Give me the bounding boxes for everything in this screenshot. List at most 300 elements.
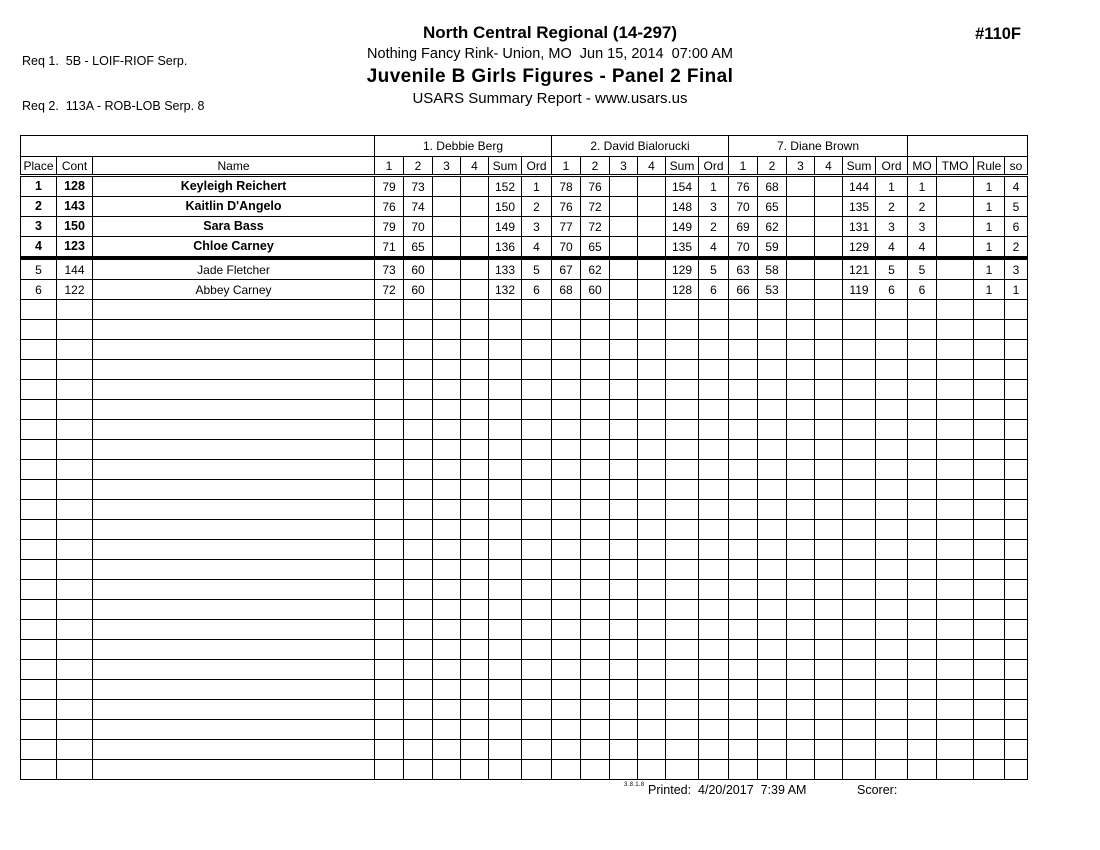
empty-cell [57,660,93,680]
score-cell [610,237,638,259]
empty-cell [843,340,876,360]
empty-cell [404,620,433,640]
empty-row [21,460,1028,480]
score-cell [638,280,666,300]
empty-cell [974,420,1005,440]
spacer-cell [908,136,1028,157]
empty-cell [375,400,404,420]
empty-cell [666,520,699,540]
empty-cell [787,420,815,440]
empty-cell [638,540,666,560]
empty-row [21,680,1028,700]
empty-cell [57,480,93,500]
empty-cell [581,660,610,680]
empty-cell [815,720,843,740]
empty-cell [610,500,638,520]
empty-cell [610,340,638,360]
tmo-cell [937,237,974,259]
empty-cell [908,600,937,620]
empty-cell [57,380,93,400]
empty-cell [21,460,57,480]
score-cell [461,217,489,237]
empty-cell [21,480,57,500]
empty-cell [610,680,638,700]
header-judge1-3: 3 [433,157,461,176]
empty-cell [21,700,57,720]
empty-cell [57,760,93,780]
empty-cell [638,400,666,420]
empty-cell [974,480,1005,500]
score-cell: 78 [552,176,581,197]
empty-cell [1005,600,1028,620]
empty-cell [552,320,581,340]
empty-cell [461,600,489,620]
empty-cell [937,480,974,500]
empty-cell [937,740,974,760]
empty-cell [937,760,974,780]
empty-cell [610,520,638,540]
empty-cell [461,640,489,660]
empty-cell [489,660,522,680]
empty-cell [57,340,93,360]
empty-cell [843,620,876,640]
empty-cell [489,580,522,600]
empty-cell [21,680,57,700]
empty-cell [433,400,461,420]
empty-cell [93,720,375,740]
ord-cell [699,700,729,720]
ord-cell [876,580,908,600]
empty-cell [57,400,93,420]
empty-cell [758,620,787,640]
empty-cell [937,320,974,340]
empty-cell [758,300,787,320]
empty-cell [93,480,375,500]
sum-cell: 136 [489,237,522,259]
empty-cell [815,340,843,360]
score-cell: 72 [581,197,610,217]
score-cell: 53 [758,280,787,300]
empty-cell [937,460,974,480]
score-cell [638,217,666,237]
empty-cell [638,660,666,680]
empty-cell [638,460,666,480]
empty-cell [787,640,815,660]
empty-cell [666,740,699,760]
sum-cell: 148 [666,197,699,217]
score-cell: 70 [729,197,758,217]
empty-cell [461,760,489,780]
empty-cell [815,660,843,680]
empty-cell [729,420,758,440]
empty-cell [57,740,93,760]
empty-cell [57,600,93,620]
empty-cell [489,500,522,520]
ord-cell [876,500,908,520]
empty-cell [974,440,1005,460]
rule-cell: 1 [974,197,1005,217]
empty-cell [93,660,375,680]
empty-cell [433,520,461,540]
empty-cell [404,340,433,360]
tmo-cell [937,280,974,300]
ord-cell: 3 [699,197,729,217]
empty-cell [974,620,1005,640]
empty-cell [908,760,937,780]
ord-cell [699,660,729,680]
empty-cell [610,300,638,320]
empty-cell [552,540,581,560]
empty-cell [57,300,93,320]
ord-cell [699,600,729,620]
empty-cell [433,360,461,380]
empty-cell [581,500,610,520]
empty-cell [21,520,57,540]
empty-cell [375,320,404,340]
empty-cell [21,380,57,400]
ord-cell [699,360,729,380]
empty-cell [758,400,787,420]
empty-cell [815,580,843,600]
empty-cell [461,680,489,700]
empty-cell [758,700,787,720]
empty-cell [552,420,581,440]
header-judge2-1: 1 [552,157,581,176]
empty-cell [1005,560,1028,580]
empty-cell [908,500,937,520]
empty-cell [461,720,489,740]
empty-cell [843,400,876,420]
cont-cell: 128 [57,176,93,197]
score-cell [787,258,815,280]
empty-cell [758,460,787,480]
empty-cell [404,380,433,400]
empty-cell [21,360,57,380]
empty-cell [666,300,699,320]
empty-cell [552,740,581,760]
name-cell: Chloe Carney [93,237,375,259]
empty-cell [93,460,375,480]
score-cell: 59 [758,237,787,259]
empty-cell [815,440,843,460]
empty-cell [57,500,93,520]
mo-cell: 6 [908,280,937,300]
empty-cell [815,640,843,660]
empty-cell [552,400,581,420]
ord-cell: 4 [699,237,729,259]
empty-cell [461,460,489,480]
score-cell [433,280,461,300]
empty-cell [937,720,974,740]
empty-cell [1005,680,1028,700]
empty-cell [581,640,610,660]
empty-cell [375,480,404,500]
header-judge1-1: 1 [375,157,404,176]
rule-cell: 1 [974,176,1005,197]
empty-cell [787,500,815,520]
empty-cell [937,620,974,640]
empty-cell [404,320,433,340]
empty-cell [552,660,581,680]
place-cell: 5 [21,258,57,280]
sum-cell: 152 [489,176,522,197]
so-cell: 4 [1005,176,1028,197]
empty-cell [57,700,93,720]
score-cell [433,237,461,259]
empty-cell [843,660,876,680]
empty-cell [581,760,610,780]
empty-cell [375,740,404,760]
score-cell: 62 [581,258,610,280]
empty-cell [375,500,404,520]
empty-cell [815,400,843,420]
empty-cell [461,580,489,600]
empty-cell [974,320,1005,340]
empty-cell [433,460,461,480]
ord-cell [876,660,908,680]
empty-cell [433,320,461,340]
empty-cell [610,580,638,600]
empty-cell [666,560,699,580]
ord-cell [876,460,908,480]
empty-cell [21,300,57,320]
header-judge1-ord: Ord [522,157,552,176]
empty-cell [93,700,375,720]
empty-cell [666,540,699,560]
empty-cell [815,740,843,760]
empty-cell [489,680,522,700]
empty-cell [433,380,461,400]
venue-datetime: Nothing Fancy Rink- Union, MO Jun 15, 2014 07:00 AM [367,46,733,62]
result-row [21,280,1028,300]
score-cell [638,237,666,259]
ord-cell [876,340,908,360]
ord-cell [876,300,908,320]
score-cell: 60 [404,258,433,280]
ord-cell [699,480,729,500]
empty-cell [815,680,843,700]
empty-cell [729,520,758,540]
place-cell: 4 [21,237,57,259]
empty-cell [908,560,937,580]
empty-cell [843,500,876,520]
empty-cell [1005,520,1028,540]
score-cell: 60 [581,280,610,300]
header-judge2-3: 3 [610,157,638,176]
ord-cell [522,440,552,460]
empty-cell [758,320,787,340]
score-cell: 62 [758,217,787,237]
empty-cell [433,640,461,660]
empty-cell [21,720,57,740]
tmo-cell [937,176,974,197]
empty-cell [843,760,876,780]
empty-cell [489,760,522,780]
empty-cell [93,500,375,520]
empty-cell [489,740,522,760]
header-judge2-sum: Sum [666,157,699,176]
empty-cell [581,340,610,360]
empty-cell [666,340,699,360]
empty-cell [843,580,876,600]
empty-cell [787,480,815,500]
results-body [21,176,1028,780]
tmo-cell [937,197,974,217]
empty-cell [489,420,522,440]
ord-cell [699,720,729,740]
empty-cell [375,620,404,640]
empty-cell [787,320,815,340]
empty-cell [552,620,581,640]
empty-cell [1005,480,1028,500]
req-line-2: Req 2. 113A - ROB-LOB Serp. 8 [22,99,205,113]
empty-cell [93,380,375,400]
empty-cell [974,520,1005,540]
empty-cell [666,720,699,740]
empty-cell [815,380,843,400]
empty-cell [638,500,666,520]
empty-cell [666,400,699,420]
header-judge3-sum: Sum [843,157,876,176]
judge-1-name: 1. Debbie Berg [375,136,552,157]
empty-cell [461,380,489,400]
empty-cell [552,500,581,520]
empty-cell [461,420,489,440]
printed-label: Printed: [648,783,692,797]
empty-cell [666,760,699,780]
empty-cell [21,620,57,640]
score-cell [433,217,461,237]
empty-cell [404,600,433,620]
sum-cell: 154 [666,176,699,197]
empty-cell [375,640,404,660]
empty-cell [937,600,974,620]
empty-cell [666,700,699,720]
ord-cell: 6 [876,280,908,300]
empty-cell [461,300,489,320]
ord-cell [876,320,908,340]
empty-cell [908,440,937,460]
empty-cell [908,520,937,540]
ord-cell: 3 [876,217,908,237]
empty-cell [375,700,404,720]
empty-cell [974,460,1005,480]
empty-cell [843,560,876,580]
score-cell [787,237,815,259]
empty-cell [1005,440,1028,460]
empty-cell [21,660,57,680]
empty-row [21,520,1028,540]
empty-cell [908,580,937,600]
result-row [21,237,1028,259]
empty-cell [93,400,375,420]
empty-cell [638,620,666,640]
empty-cell [908,380,937,400]
empty-cell [581,400,610,420]
empty-cell [758,500,787,520]
empty-cell [404,500,433,520]
empty-cell [758,480,787,500]
empty-cell [489,620,522,640]
score-cell: 71 [375,237,404,259]
empty-cell [489,560,522,580]
empty-cell [787,680,815,700]
empty-cell [552,440,581,460]
empty-cell [404,300,433,320]
empty-cell [433,620,461,640]
empty-cell [93,760,375,780]
empty-cell [489,640,522,660]
empty-cell [433,300,461,320]
ord-cell [522,700,552,720]
judge-2-name: 2. David Bialorucki [552,136,729,157]
score-cell: 76 [375,197,404,217]
ord-cell: 5 [699,258,729,280]
empty-cell [815,420,843,440]
header-judge2-2: 2 [581,157,610,176]
empty-cell [937,700,974,720]
empty-cell [787,340,815,360]
empty-cell [461,660,489,680]
empty-cell [638,760,666,780]
empty-cell [638,360,666,380]
empty-cell [758,360,787,380]
empty-cell [937,580,974,600]
empty-cell [937,640,974,660]
empty-cell [908,420,937,440]
empty-cell [404,660,433,680]
req-line-1: Req 1. 5B - LOIF-RIOF Serp. [22,54,188,68]
ord-cell [699,340,729,360]
empty-cell [461,340,489,360]
score-cell: 60 [404,280,433,300]
empty-cell [815,620,843,640]
name-cell: Abbey Carney [93,280,375,300]
empty-row [21,620,1028,640]
empty-cell [638,600,666,620]
empty-cell [729,680,758,700]
empty-cell [21,340,57,360]
empty-cell [758,720,787,740]
empty-cell [638,640,666,660]
empty-cell [843,680,876,700]
empty-cell [581,700,610,720]
place-cell: 1 [21,176,57,197]
empty-cell [433,740,461,760]
empty-cell [581,600,610,620]
name-cell: Jade Fletcher [93,258,375,280]
sum-cell: 144 [843,176,876,197]
empty-cell [489,360,522,380]
empty-cell [843,360,876,380]
empty-cell [908,660,937,680]
empty-cell [908,540,937,560]
empty-cell [787,600,815,620]
so-cell: 3 [1005,258,1028,280]
results-table [20,135,1028,780]
ord-cell [522,340,552,360]
empty-cell [610,360,638,380]
empty-cell [375,300,404,320]
name-cell: Sara Bass [93,217,375,237]
empty-cell [908,400,937,420]
event-name: Juvenile B Girls Figures - Panel 2 Final [366,66,734,87]
empty-cell [937,500,974,520]
empty-cell [787,300,815,320]
empty-cell [729,620,758,640]
empty-cell [375,420,404,440]
sum-cell: 129 [843,237,876,259]
